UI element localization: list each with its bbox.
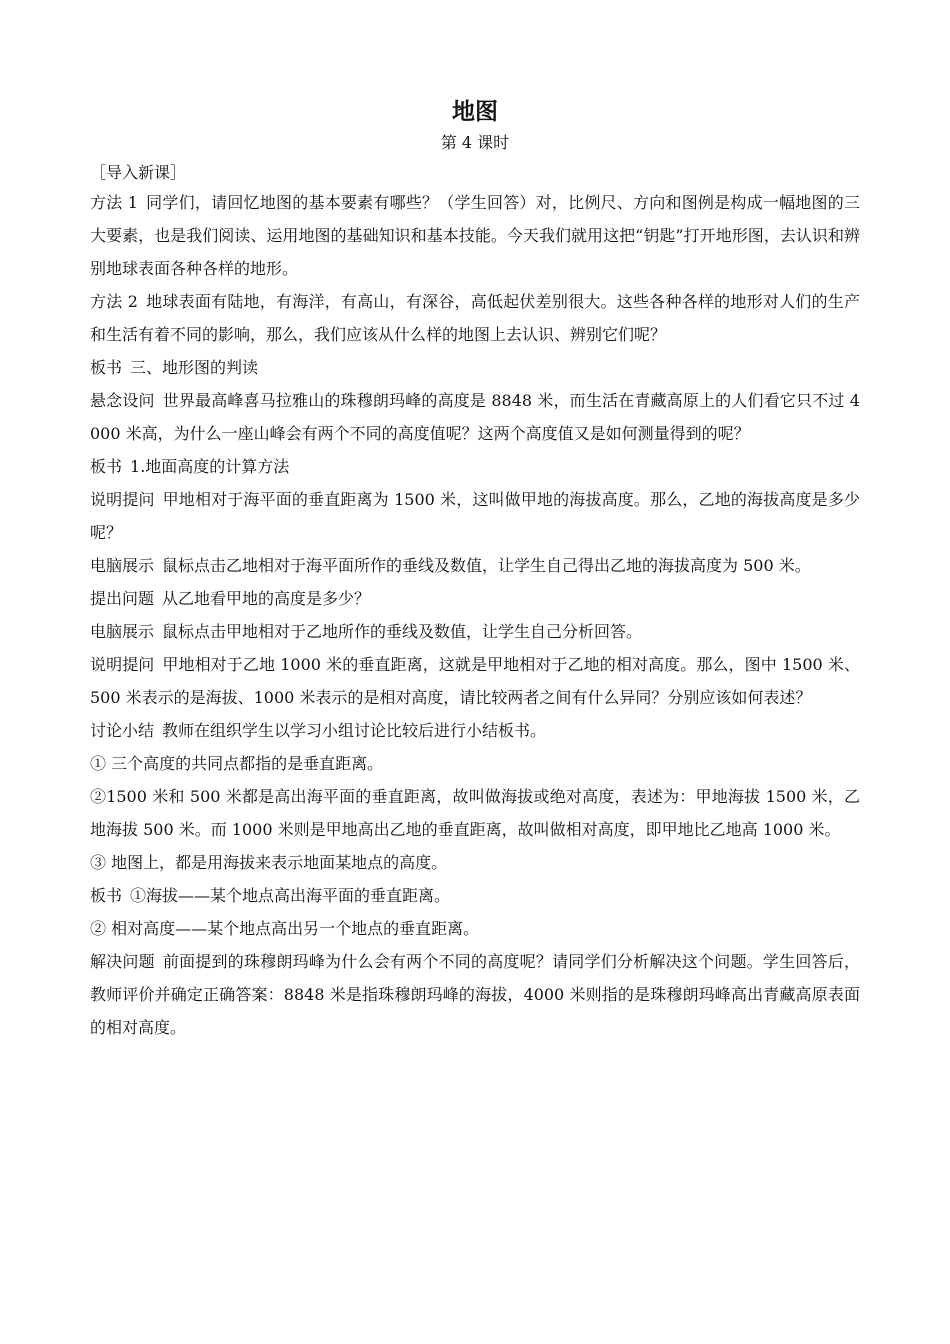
paragraph-text: 从乙地看甲地的高度是多少？ (162, 589, 371, 608)
section-label: ［导入新课］ (90, 163, 187, 182)
paragraph-text: 地球表面有陆地，有海洋，有高山，有深谷，高低起伏差别很大。这些各种各样的地形对人们的生产和生活有着不同的影响，那么，我们应该从什么样的地图上去认识、辨别它们呢？ (90, 292, 860, 344)
paragraph-tag: 方法 2 (90, 292, 138, 311)
paragraph (90, 186, 860, 285)
paragraph (90, 879, 860, 912)
paragraph-text: 甲地相对于乙地 1000 米的垂直距离，这就是甲地相对于乙地的相对高度。那么，图中 1500 米、500 米表示的是海拔、1000 米表示的是相对高度，请比较两者之间有什么异同？分别应该如何表述？ (90, 655, 860, 707)
paragraph-tag: 说明提问 (90, 655, 155, 674)
paragraph-text: 鼠标点击乙地相对于海平面所作的垂线及数值，让学生自己得出乙地的海拔高度为 500 米。 (162, 556, 811, 575)
paragraph-text: ③ 地图上，都是用海拔来表示地面某地点的高度。 (90, 853, 448, 872)
document-title: 地图 (452, 98, 498, 125)
paragraph-tag: 方法 1 (90, 193, 138, 212)
paragraph (90, 780, 860, 846)
paragraph-tag: 板书 (90, 358, 123, 377)
paragraph-text: ② 相对高度——某个地点高出另一个地点的垂直距离。 (90, 919, 480, 938)
paragraph (90, 285, 860, 351)
paragraph-text: 1.地面高度的计算方法 (130, 457, 290, 476)
paragraph-text: ① 三个高度的共同点都指的是垂直距离。 (90, 754, 384, 773)
paragraph (90, 483, 860, 549)
paragraph (90, 582, 860, 615)
paragraph-tag: 提出问题 (90, 589, 155, 608)
paragraph-tag: 板书 (90, 457, 123, 476)
paragraph-text: 教师在组织学生以学习小组讨论比较后进行小结板书。 (162, 721, 547, 740)
paragraph (90, 351, 860, 384)
paragraph (90, 384, 860, 450)
paragraph-text: ①海拔——某个地点高出海平面的垂直距离。 (130, 886, 451, 905)
paragraph (90, 846, 860, 879)
paragraph-tag: 说明提问 (90, 490, 155, 509)
paragraph (90, 615, 860, 648)
paragraph-text: 鼠标点击甲地相对于乙地所作的垂线及数值，让学生自己分析回答。 (162, 622, 643, 641)
paragraph-tag: 电脑展示 (90, 622, 155, 641)
paragraph-text: 同学们，请回忆地图的基本要素有哪些？（学生回答）对，比例尺、方向和图例是构成一幅地图的三大要素，也是我们阅读、运用地图的基础知识和基本技能。今天我们就用这把“钥匙”打开地形图，去认识和辨别地球表面各种各样的地形。 (90, 193, 860, 278)
paragraph (90, 714, 860, 747)
paragraph-text: ②1500 米和 500 米都是高出海平面的垂直距离，故叫做海拔或绝对高度，表述为：甲地海拔 1500 米，乙地海拔 500 米。而 1000 米则是甲地高出乙地的垂直距离，故叫做相对高度，即甲地比乙地高 1000 米。 (90, 787, 860, 839)
paragraph (90, 912, 860, 945)
paragraph-tag: 解决问题 (90, 952, 155, 971)
paragraph-text: 三、地形图的判读 (130, 358, 259, 377)
paragraph-text: 世界最高峰喜马拉雅山的珠穆朗玛峰的高度是 8848 米，而生活在青藏高原上的人们看它只不过 4000 米高，为什么一座山峰会有两个不同的高度值呢？这两个高度值又是如何测量得到的呢？ (90, 391, 860, 443)
paragraph (90, 945, 860, 1044)
document-page (90, 96, 860, 1044)
paragraph-tag: 板书 (90, 886, 123, 905)
document-body (90, 186, 860, 1044)
paragraph (90, 549, 860, 582)
paragraph-text: 前面提到的珠穆朗玛峰为什么会有两个不同的高度呢？请同学们分析解决这个问题。学生回答后，教师评价并确定正确答案：8848 米是指珠穆朗玛峰的海拔，4000 米则指的是珠穆朗玛峰高出青藏高原表面的相对高度。 (90, 952, 860, 1037)
paragraph (90, 747, 860, 780)
paragraph-tag: 电脑展示 (90, 556, 155, 575)
paragraph-tag: 悬念设问 (90, 391, 155, 410)
paragraph-text: 甲地相对于海平面的垂直距离为 1500 米，这叫做甲地的海拔高度。那么，乙地的海拔高度是多少呢？ (90, 490, 860, 542)
lesson-number: 第 4 课时 (440, 133, 510, 152)
paragraph (90, 450, 860, 483)
paragraph (90, 648, 860, 714)
paragraph-tag: 讨论小结 (90, 721, 155, 740)
